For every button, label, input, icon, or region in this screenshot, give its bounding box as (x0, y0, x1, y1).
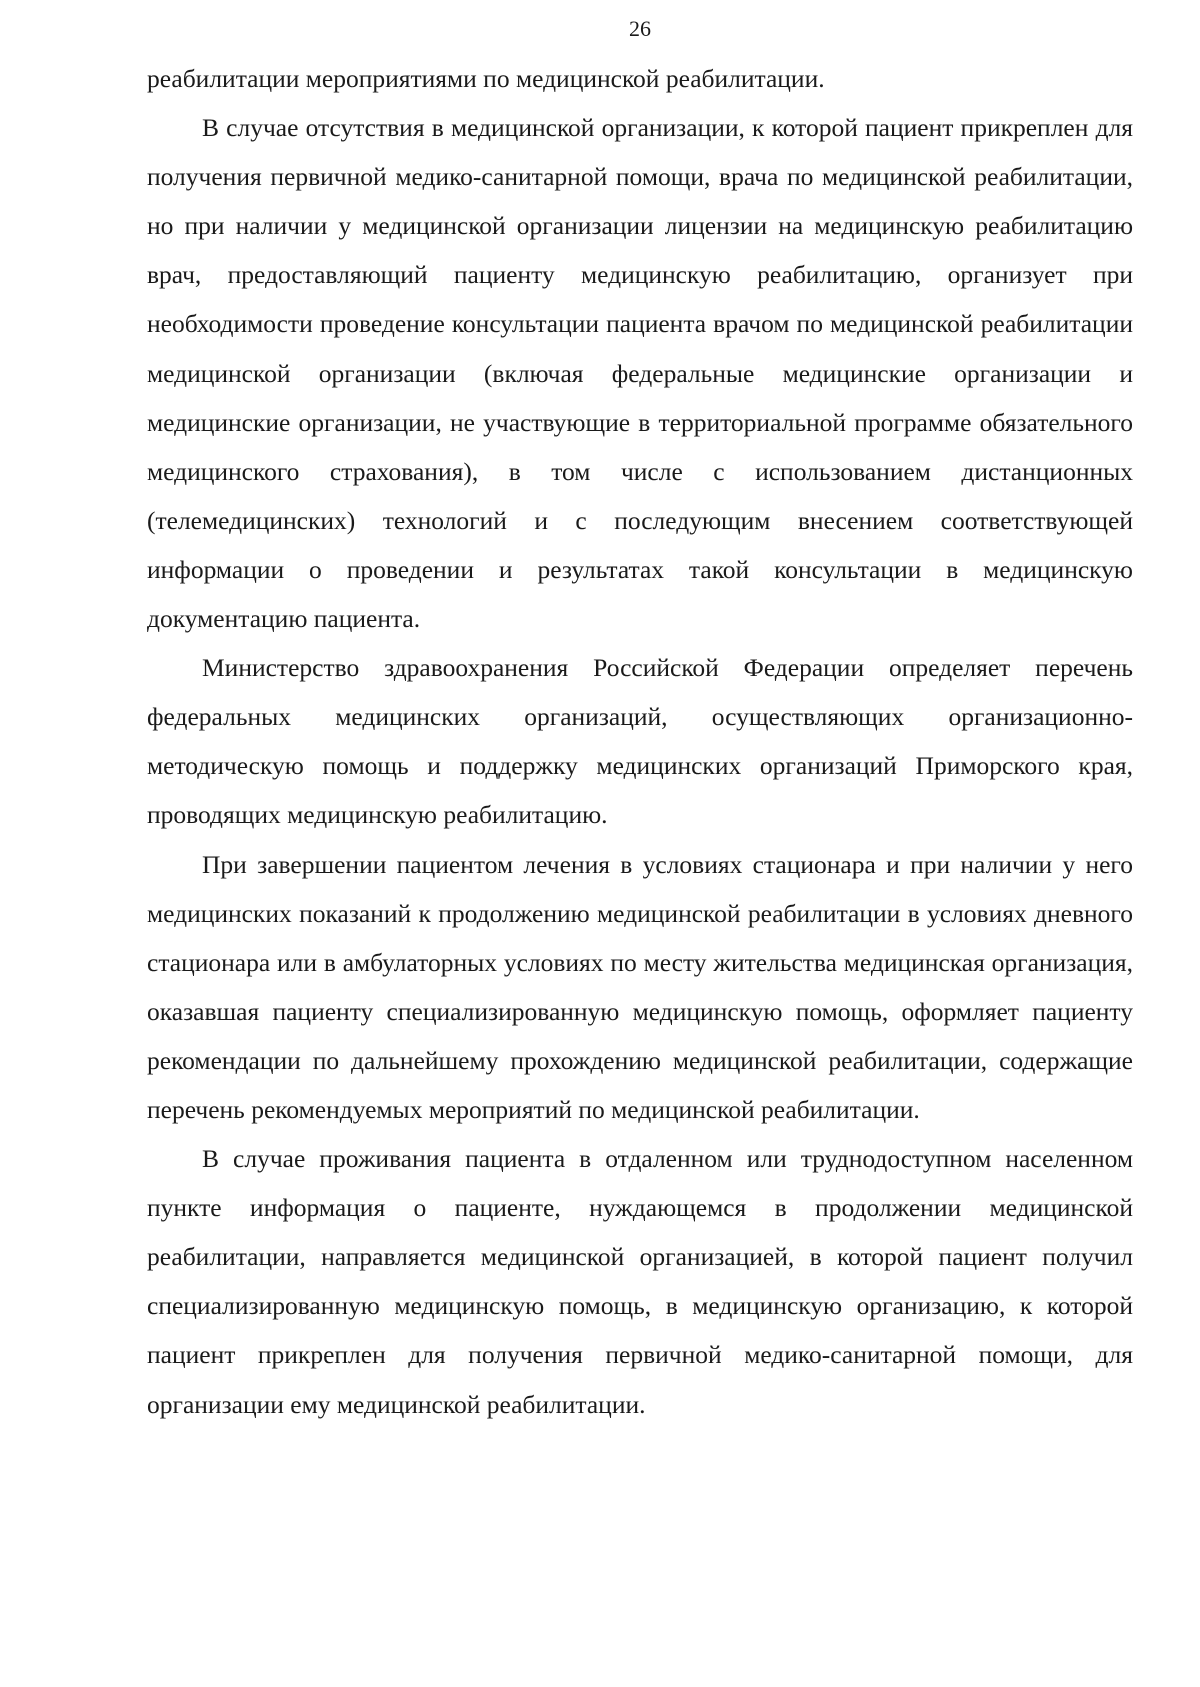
page-number: 26 (629, 16, 651, 41)
paragraph-remote-residence: В случае проживания пациента в отдаленном или труднодоступном населенном пункте информация о пациенте, нуждающемся в продолжении медицинской реабилитации, направляется медицинской организацией, в которой пациент получил специализированную медицинскую помощь, в медицинскую организацию, к которой пациент прикреплен для получения первичной медико-санитарной помощи, для организации ему медицинской реабилитации. (147, 1144, 1133, 1419)
paragraph-completion-of-treatment: При завершении пациентом лечения в условиях стационара и при наличии у него медицинских показаний к продолжению медицинской реабилитации в условиях дневного стационара или в амбулаторных условиях по месту жительства медицинская организация, оказавшая пациенту специализированную медицинскую помощь, оформляет пациенту рекомендации по дальнейшему прохождению медицинской реабилитации, содержащие перечень рекомендуемых мероприятий по медицинской реабилитации. (147, 849, 1133, 1124)
document-body (147, 54, 1133, 1429)
paragraph-absence-of-doctor: В случае отсутствия в медицинской организации, к которой пациент прикреплен для получения первичной медико-санитарной помощи, врача по медицинской реабилитации, но при наличии у медицинской организации лицензии на медицинскую реабилитацию врач, предоставляющий пациенту медицинскую реабилитацию, организует при необходимости проведение консультации пациента врачом по медицинской реабилитации медицинской организации (включая федеральные медицинские организации и медицинские организации, не участвующие в территориальной программе обязательного медицинского страхования), в том числе с использованием дистанционных (телемедицинских) технологий и с последующим внесением соответствующей информации о проведении и результатах такой консультации в медицинскую документацию пациента. (147, 113, 1133, 634)
paragraph-ministry: Министерство здравоохранения Российской Федерации определяет перечень федеральных медицинских организаций, осуществляющих организационно-методическую помощь и поддержку медицинских организаций Приморского края, проводящих медицинскую реабилитацию. (147, 653, 1133, 830)
paragraph-continuation: реабилитации мероприятиями по медицинской реабилитации. (147, 64, 825, 93)
